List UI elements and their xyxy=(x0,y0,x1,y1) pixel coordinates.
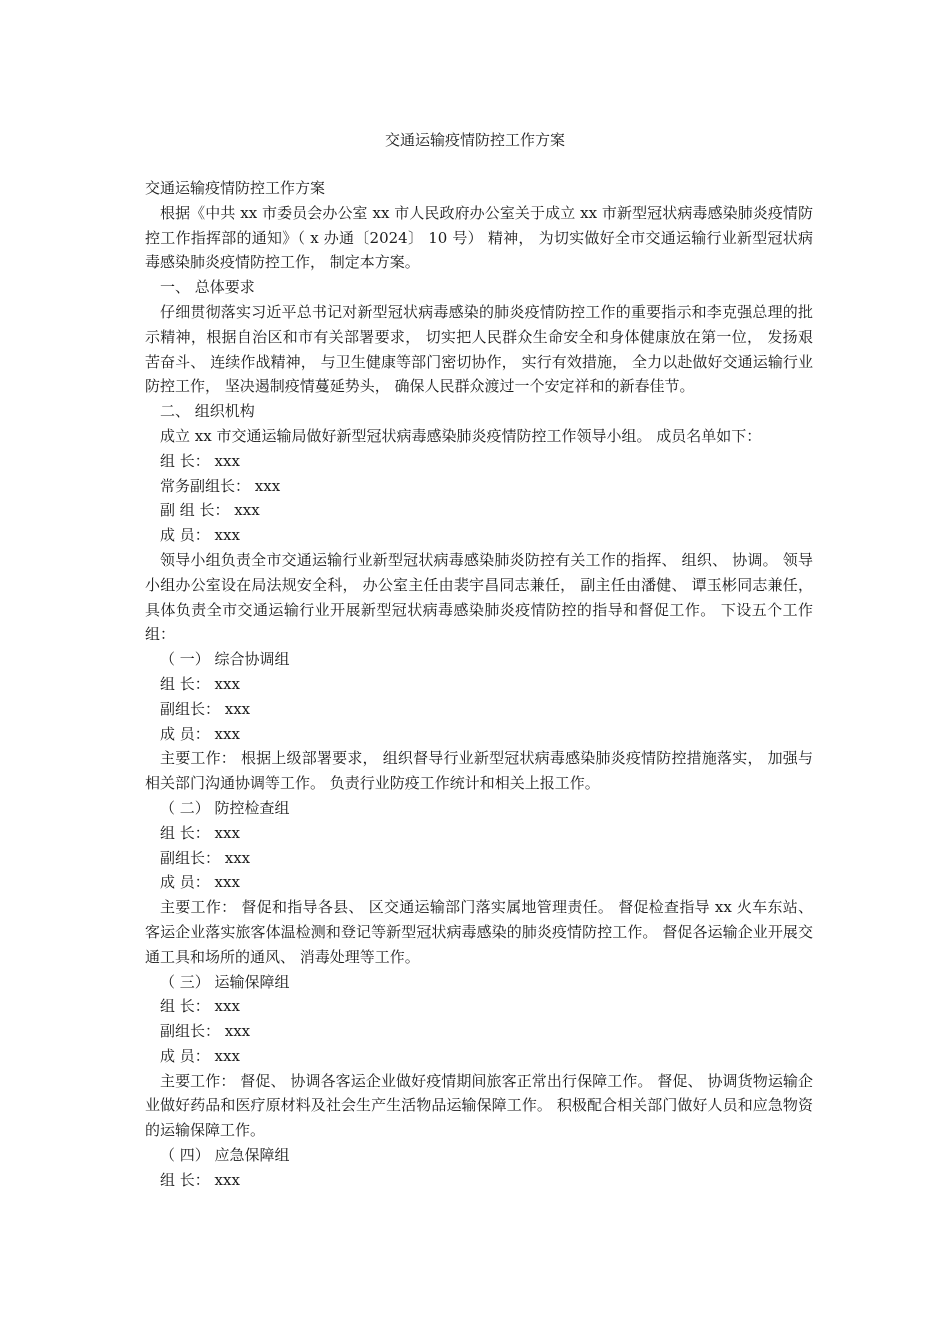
member-line: 组 长： xxx xyxy=(160,674,240,693)
paragraph: 主要工作： 督促、 协调各客运企业做好疫情期间旅客正常出行保障工作。 督促、 协调货物运输企业做好药品和医疗原材料及社会生产生活物品运输保障工作。 积极配合相关部门做好人员和应急物资的运输保障工作。 xyxy=(145,1071,813,1140)
paragraph: 根据《中共 xx 市委员会办公室 xx 市人民政府办公室关于成立 xx 市新型冠状病毒感染肺炎疫情防控工作指挥部的通知》（ x 办通〔2024〕 10 号） 精神， 为切实做好全市交通运输行业新型冠状病毒感染肺炎疫情防控工作， 制定本方案。 xyxy=(145,203,813,272)
section-heading: 一、 总体要求 xyxy=(160,278,255,297)
member-line: 成 员： xxx xyxy=(160,1046,240,1065)
member-line: 组 长： xxx xyxy=(160,823,240,842)
group-heading: （ 四） 应急保障组 xyxy=(160,1146,290,1165)
member-line: 副 组 长： xxx xyxy=(160,501,260,520)
member-line: 副组长： xxx xyxy=(160,1022,251,1041)
group-heading: （ 一） 综合协调组 xyxy=(160,650,290,669)
document-body xyxy=(145,176,813,1193)
paragraph: 成立 xx 市交通运输局做好新型冠状病毒感染肺炎疫情防控工作领导小组。 成员名单如下： xyxy=(160,426,762,445)
paragraph: 仔细贯彻落实习近平总书记对新型冠状病毒感染的肺炎疫情防控工作的重要指示和李克强总理的批示精神，根据自治区和市有关部署要求， 切实把人民群众生命安全和身体健康放在第一位， 发扬艰苦奋斗、 连续作战精神， 与卫生健康等部门密切协作， 实行有效措施， 全力以赴做好交通运输行业防控工作， 坚决遏制疫情蔓延势头， 确保人民群众渡过一个安定祥和的新春佳节。 xyxy=(145,302,813,396)
document-subtitle: 交通运输疫情防控工作方案 xyxy=(145,179,326,197)
member-line: 组 长： xxx xyxy=(160,1170,240,1189)
group-heading: （ 三） 运输保障组 xyxy=(160,972,290,991)
member-line: 副组长： xxx xyxy=(160,848,251,867)
member-line: 副组长： xxx xyxy=(160,699,251,718)
paragraph: 主要工作： 督促和指导各县、 区交通运输部门落实属地管理责任。 督促检查指导 xx 火车东站、 客运企业落实旅客体温检测和登记等新型冠状病毒感染的肺炎疫情防控工作。 督促各运输企业开展交通工具和场所的通风、 消毒处理等工作。 xyxy=(145,898,813,966)
member-line: 成 员： xxx xyxy=(160,724,240,743)
member-line: 组 长： xxx xyxy=(160,451,240,470)
member-line: 成 员： xxx xyxy=(160,873,240,892)
member-line: 成 员： xxx xyxy=(160,526,240,545)
section-heading: 二、 组织机构 xyxy=(160,402,255,421)
paragraph: 主要工作： 根据上级部署要求， 组织督导行业新型冠状病毒感染肺炎疫情防控措施落实， 加强与相关部门沟通协调等工作。 负责行业防疫工作统计和相关上报工作。 xyxy=(145,749,813,793)
member-line: 组 长： xxx xyxy=(160,997,240,1016)
member-line: 常务副组长： xxx xyxy=(160,476,281,495)
group-heading: （ 二） 防控检查组 xyxy=(160,798,290,817)
document-title: 交通运输疫情防控工作方案 xyxy=(384,131,565,149)
paragraph: 领导小组负责全市交通运输行业新型冠状病毒感染肺炎防控有关工作的指挥、 组织、 协调。 领导小组办公室设在局法规安全科， 办公室主任由裴宇昌同志兼任， 副主任由潘健、 谭玉彬同志兼任， 具体负责全市交通运输行业开展新型冠状病毒感染肺炎疫情防控的指导和督促工作。 下设五个工作组： xyxy=(145,550,813,644)
